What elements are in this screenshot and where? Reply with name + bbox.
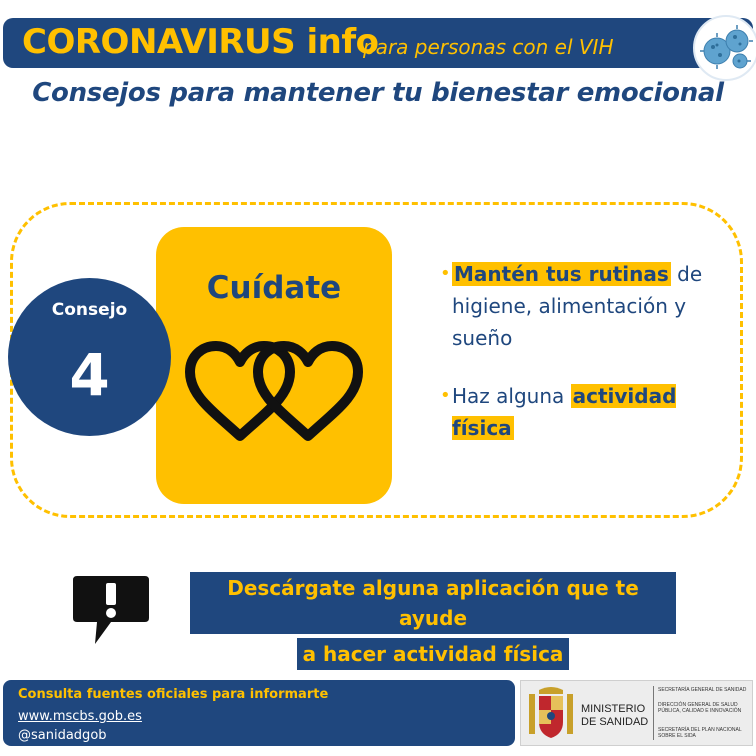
tips-list xyxy=(440,258,740,444)
exclamation-speech-icon xyxy=(71,572,151,648)
ministry-org: DIRECCIÓN GENERAL DE SALUD PÚBLICA, CALIDAD E INNOVACIÓN xyxy=(658,702,742,714)
bullet-icon: • xyxy=(440,263,451,284)
website-link[interactable]: www.mscbs.gob.es xyxy=(18,709,142,724)
linked-hearts-icon xyxy=(184,340,364,444)
callout-line: a hacer actividad física xyxy=(297,638,570,670)
ministry-divider xyxy=(653,686,654,740)
consejo-label: Consejo xyxy=(51,300,128,320)
tip-highlight: actividad física xyxy=(452,384,677,440)
ministry-org: SECRETARÍA DEL PLAN NACIONAL SOBRE EL SIDA xyxy=(658,727,742,739)
card-title: Cuídate xyxy=(206,270,342,306)
virus-icon xyxy=(693,15,756,81)
tip-item xyxy=(440,258,740,354)
footer-heading: Consulta fuentes oficiales para informarte xyxy=(18,687,329,702)
page-title: Consejos para mantener tu bienestar emocional xyxy=(32,78,724,108)
tip-item xyxy=(440,380,740,444)
ministry-name-line: MINISTERIO xyxy=(581,703,646,715)
tip-highlight: Mantén tus rutinas xyxy=(454,262,669,286)
social-handle-link[interactable]: @sanidadgob xyxy=(18,728,107,743)
ministry-org: SECRETARÍA GENERAL DE SANIDAD xyxy=(658,687,747,693)
coat-of-arms-icon xyxy=(527,684,575,742)
callout-line: Descárgate alguna aplicación que te ayude xyxy=(190,572,676,634)
ministry-name xyxy=(581,703,648,729)
tip-text: de higiene, alimentación y sueño xyxy=(452,262,703,350)
callout xyxy=(190,572,676,670)
tip-text: Haz alguna xyxy=(452,384,571,408)
header-title: CORONAVIRUS info xyxy=(22,22,379,62)
consejo-number: 4 xyxy=(69,341,110,409)
header-subtitle: para personas con el VIH xyxy=(363,35,614,59)
bullet-icon: • xyxy=(440,385,451,406)
ministry-name-line: DE SANIDAD xyxy=(581,716,649,728)
